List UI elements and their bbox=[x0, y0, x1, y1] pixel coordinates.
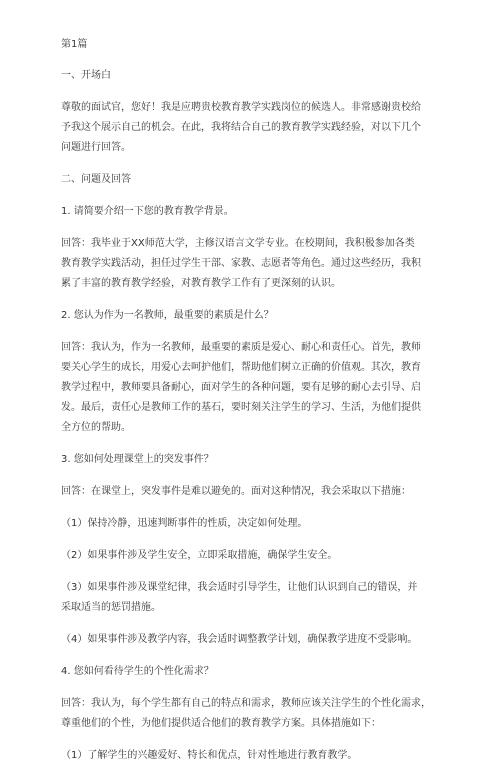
list-item bbox=[61, 578, 462, 618]
list-item: （1）保持冷静，迅速判断事件的性质，决定如何处理。 bbox=[61, 518, 308, 529]
paragraph bbox=[61, 98, 462, 158]
question-heading: 4. 您如何看待学生的个性化需求？ bbox=[61, 666, 214, 677]
text-line: 发。最后，责任心是教师工作的基石，要时刻关注学生的学习、生活，为他们提供 bbox=[61, 402, 421, 413]
text-line: 教学过程中，教师要具备耐心，面对学生的各种问题，要有足够的耐心去引导、启 bbox=[61, 382, 421, 393]
text-line: 予我这个展示自己的机会。在此，我将结合自己的教育教学实践经验，对以下几个 bbox=[61, 122, 421, 133]
text-line: 问题进行回答。 bbox=[61, 142, 131, 153]
text-line: 回答：在课堂上，突发事件是难以避免的。面对这种情况，我会采取以下措施： bbox=[61, 486, 411, 497]
text-line: 尊敬的面试官，您好！我是应聘贵校教育教学实践岗位的候选人。非常感谢贵校给 bbox=[61, 102, 421, 113]
text-line: 回答：我毕业于XX师范大学，主修汉语言文学专业。在校期间，我积极参加各类 bbox=[61, 238, 415, 249]
text-line: 要关心学生的成长，用爱心去呵护他们，帮助他们树立正确的价值观。其次，教育 bbox=[61, 362, 421, 373]
question-heading: 1. 请简要介绍一下您的教育教学背景。 bbox=[61, 206, 234, 217]
text-line: 教育教学实践活动，担任过学生干部、家教、志愿者等角色。通过这些经历，我积 bbox=[61, 258, 421, 269]
section-heading: 一、开场白 bbox=[61, 70, 111, 81]
text-line: 尊重他们的个性，为他们提供适合他们的教育教学方案。具体措施如下： bbox=[61, 718, 381, 729]
section-heading: 二、问题及回答 bbox=[61, 174, 131, 185]
list-item: （1）了解学生的兴趣爱好、特长和优点，针对性地进行教育教学。 bbox=[61, 750, 358, 761]
text-line: 全方位的帮助。 bbox=[61, 422, 131, 433]
text-line: 回答：我认为，作为一名教师，最重要的素质是爱心、耐心和责任心。首先，教师 bbox=[61, 342, 421, 353]
text-line: 采取适当的惩罚措施。 bbox=[61, 602, 161, 613]
question-heading: 2. 您认为作为一名教师，最重要的素质是什么？ bbox=[61, 310, 274, 321]
paragraph bbox=[61, 338, 462, 438]
question-heading: 3. 您如何处理课堂上的突发事件？ bbox=[61, 454, 214, 465]
chapter-title: 第1篇 bbox=[61, 39, 88, 50]
text-line: （3）如果事件涉及课堂纪律，我会适时引导学生，让他们认识到自己的错误，并 bbox=[61, 582, 418, 593]
paragraph bbox=[61, 694, 462, 734]
paragraph bbox=[61, 234, 462, 294]
text-line: 回答：我认为，每个学生都有自己的特点和需求，教师应该关注学生的个性化需求， bbox=[61, 698, 431, 709]
list-item: （2）如果事件涉及学生安全，立即采取措施，确保学生安全。 bbox=[61, 550, 338, 561]
list-item: （4）如果事件涉及教学内容，我会适时调整教学计划，确保教学进度不受影响。 bbox=[61, 634, 418, 645]
text-line: 累了丰富的教育教学经验，对教育教学工作有了更深刻的认识。 bbox=[61, 278, 341, 289]
